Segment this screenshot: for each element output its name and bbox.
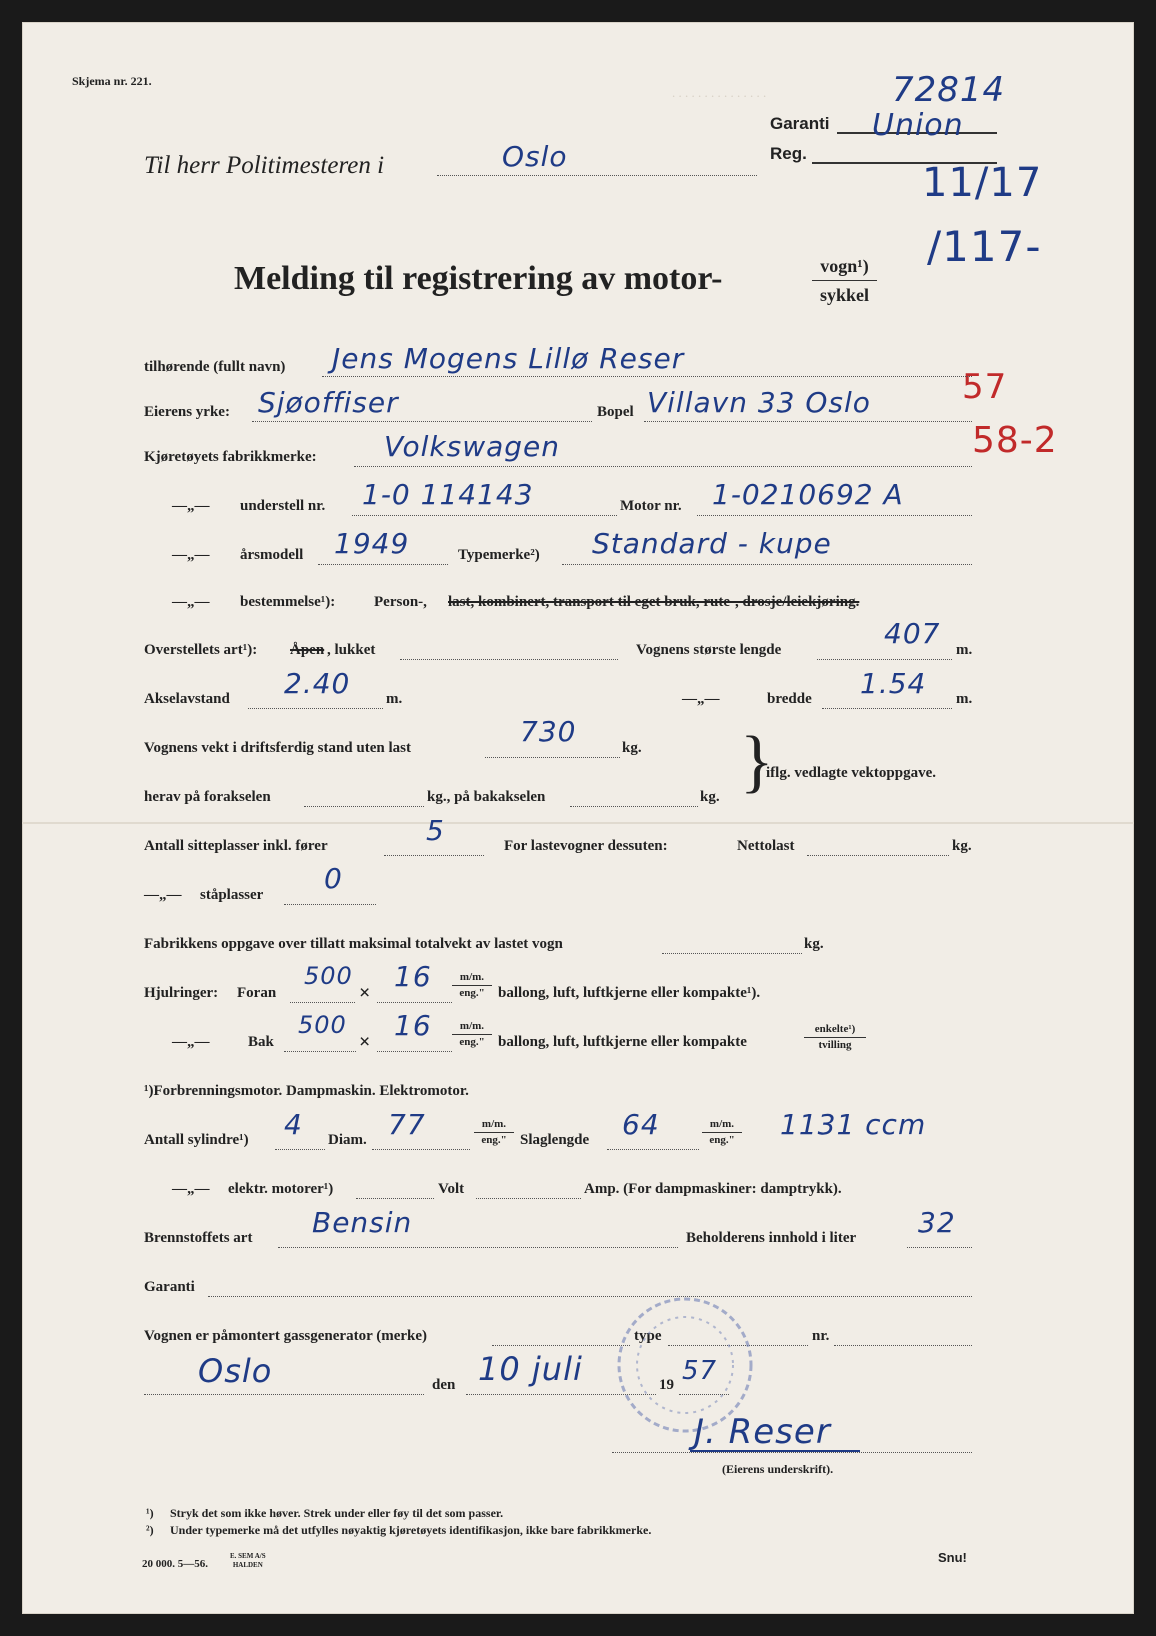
purpose-label: bestemmelse¹): [240, 594, 336, 610]
form-page: . . . . . . . . . . . . . . . Skjema nr. 221. 72814 Garanti Union Reg. 11/17 /117- Til herr Politimesteren i Oslo Melding til registrering av motor- vogn¹) sykkel 57 58-2 tilhørende (fullt navn) Jens Mogens Lillø Reser Eierens yrke: Sjøoffiser Bopel Villavn 33 Oslo Kjøretøyets fabrikkmerke: Volkswagen —„— understell nr. 1-0 114143 Motor nr. 1-0210692 A —„— årsmodell 1949 Typemerke²) Standard - kupe —„— bestemmelse¹): Person-, last, kombinert, transport til eget bruk, rute-, drosje/leiekjøring. Overstellets art¹): Åpen , lukket Vognens største lengde 407 m. Akselavstand 2.40 m. —„— bredde 1.54 m. Vognens vekt i driftsferdig stand uten last 730 kg. herav på forakselen kg., på bakakselen kg. } iflg. vedlagte vektoppgave. Antall sitteplasser inkl. fører 5 For lastevogner dessuten: Nettolast kg. —„— ståplasser 0 Fabrikkens oppgave over tillatt maksimal totalvekt av lastet vogn kg. Hjulringer: Foran 500 × 16 m/m. eng." ballong, luft, luftkjerne eller kompakte¹). —„— Bak 500 × 16 m/m. eng." ballong, luft, luftkjerne eller kompakte enkelte¹) tvilling ¹)Forbrenningsmotor. Dampmaskin. Elektromotor. Antall sylindre¹) 4 Diam. 77 m/m. eng." Slaglengde 64 m/m. eng." 1131 ccm —„— elektr. motorer¹) Volt Amp. (For dampmaskiner: damptrykk). Brennstoffets art Bensin Beholderens innhold i liter 32 Garanti Vognen er påmontert gassgenerator (merke) type nr. Oslo den 10 juli 19 57 J. Reser (Eierens underskrift). ¹) Stryk det som ikke høver. Strek under eller føy til det som passer. ²) Under typemerke må det utfylles nøyaktig kjøretøyets identifikasjon, ikke bare fabrikkmerke. 20 000. 5—56. E. SEM A/S HALDEN Snu! [22, 22, 1134, 1614]
chassis-label: understell nr. [240, 498, 326, 514]
reg-label: Reg. [770, 144, 807, 163]
owner-label: tilhørende (fullt navn) [144, 359, 286, 375]
make-line [354, 466, 972, 467]
cylinders-line [275, 1149, 325, 1150]
option-vogn: vogn¹) [812, 252, 877, 281]
turn-over: Snu! [938, 1550, 967, 1565]
date-label: den [432, 1377, 456, 1393]
option-sykkel: sykkel [819, 285, 870, 305]
printer-name: E. SEM A/S [230, 1552, 266, 1560]
weight-label: Vognens vekt i driftsferdig stand uten last [144, 740, 411, 756]
option-single: enkelte¹) [804, 1022, 866, 1038]
year-line [679, 1394, 729, 1395]
type-mark: Standard - kupe [592, 527, 832, 560]
type-line [562, 564, 972, 565]
place-line [144, 1394, 424, 1395]
printer-mark [230, 1552, 266, 1570]
rear-axle-label: kg., på bakakselen [427, 789, 546, 805]
address-label: Bopel [597, 404, 634, 420]
guarantee-line [208, 1296, 972, 1297]
unit-mm: m/m. [702, 1117, 742, 1133]
standing-label: ståplasser [200, 887, 264, 903]
rear-dim-b-line [377, 1051, 452, 1052]
gasgen-type-label: type [634, 1328, 662, 1344]
signature-caption: (Eierens underskrift). [722, 1462, 834, 1476]
electric-label: elektr. motorer¹) [228, 1181, 334, 1197]
garanti-label: Garanti [770, 114, 830, 133]
purpose-kept: Person-, [374, 594, 427, 610]
vehicle-kind-option [812, 252, 877, 309]
form-title: Melding til registrering av motor- [234, 260, 723, 297]
year-suffix: 57 [682, 1356, 718, 1386]
times-sign: × [359, 1031, 371, 1053]
occupation: Sjøoffiser [258, 386, 399, 419]
weight-note: iflg. vedlagte vektoppgave. [766, 765, 936, 781]
make-label: Kjøretøyets fabrikkmerke: [144, 449, 317, 465]
amp-label: Amp. (For dampmaskiner: damptrykk). [584, 1181, 842, 1197]
ditto-mark: —„— [172, 1181, 210, 1197]
owner-name: Jens Mogens Lillø Reser [332, 342, 685, 375]
ditto-mark: —„— [172, 1034, 210, 1050]
ditto-mark: —„— [172, 547, 210, 563]
engine-number: 1-0210692 A [712, 478, 904, 511]
cylinders: 4 [284, 1108, 303, 1141]
rear-dim-b: 16 [394, 1009, 432, 1042]
ditto-mark: —„— [144, 887, 182, 903]
unit-eng: eng." [459, 987, 485, 999]
tank-label: Beholderens innhold i liter [686, 1230, 857, 1246]
ditto-mark: —„— [172, 498, 210, 514]
chassis-line [352, 515, 617, 516]
weight: 730 [520, 715, 577, 748]
red-note-bottom: 58-2 [972, 420, 1058, 461]
wheelbase-line [248, 708, 383, 709]
front-dim-b-line [377, 1002, 452, 1003]
gasgen-nr-label: nr. [812, 1328, 830, 1344]
net-load-label: Nettolast [737, 838, 795, 854]
sign-date: 10 juli [478, 1350, 583, 1388]
gasgen-nr-line [834, 1345, 972, 1346]
model-year-line [318, 564, 448, 565]
body-label: Overstellets art¹): [144, 642, 258, 658]
garanti-value: Union [872, 108, 964, 143]
address-line [644, 421, 972, 422]
front-dim-a: 500 [304, 962, 353, 990]
length-line [817, 659, 952, 660]
signature-underline [690, 1450, 860, 1452]
unit-mm-eng [452, 1019, 492, 1050]
truck-label: For lastevogner dessuten: [504, 838, 668, 854]
wheelbase-label: Akselavstand [144, 691, 230, 707]
owner-line [322, 376, 972, 377]
guarantee-label: Garanti [144, 1279, 195, 1295]
footnote-1: Stryk det som ikke høver. Strek under eller føy til det som passer. [170, 1506, 504, 1520]
police-district: Oslo [502, 140, 568, 173]
front-axle-label: herav på forakselen [144, 789, 271, 805]
weight-brace: } [740, 723, 774, 800]
length-label: Vognens største lengde [636, 642, 782, 658]
rear-axle-line [570, 806, 698, 807]
volt-label: Volt [438, 1181, 465, 1197]
footnote-2-mark: ²) [146, 1523, 154, 1537]
front-label: Foran [237, 985, 277, 1001]
addressee-prefix: Til herr Politimesteren i [144, 152, 385, 179]
seats-label: Antall sitteplasser inkl. fører [144, 838, 328, 854]
footnote-1-mark: ¹) [146, 1506, 154, 1520]
max-weight-line [662, 953, 802, 954]
width-line [822, 708, 952, 709]
year-prefix: 19 [659, 1377, 674, 1393]
unit-kg: kg. [952, 838, 972, 854]
gasgen-label: Vognen er påmontert gassgenerator (merke) [144, 1328, 428, 1344]
footnote-2: Under typemerke må det utfylles nøyaktig kjøretøyets identifikasjon, ikke bare fabrikkmerke. [170, 1523, 652, 1537]
unit-eng: eng." [709, 1134, 735, 1146]
stroke-line [607, 1149, 699, 1150]
unit-mm: m/m. [452, 1019, 492, 1035]
model-year: 1949 [334, 527, 410, 560]
body-kept: , lukket [327, 642, 376, 658]
occupation-label: Eierens yrke: [144, 404, 230, 420]
option-twin: tvilling [818, 1039, 852, 1051]
chassis-number: 1-0 114143 [362, 478, 534, 511]
displacement: 1131 ccm [780, 1108, 927, 1141]
reg-marks: 11/17 [922, 160, 1043, 206]
owner-signature: J. Reser [694, 1412, 831, 1452]
address: Villavn 33 Oslo [647, 386, 871, 419]
volt-line [476, 1198, 581, 1199]
width-label: bredde [767, 691, 812, 707]
tyre-types-rear: ballong, luft, luftkjerne eller kompakte [498, 1034, 747, 1050]
bore-label: Diam. [328, 1132, 367, 1148]
max-weight-label: Fabrikkens oppgave over tillatt maksimal totalvekt av lastet vogn [144, 936, 563, 952]
unit-kg: kg. [700, 789, 720, 805]
electric-line [356, 1198, 434, 1199]
body-struck: Åpen [290, 642, 325, 658]
reg-marks-tail: /117- [927, 222, 1042, 271]
type-label: Typemerke²) [458, 547, 540, 563]
stroke-label: Slaglengde [520, 1132, 590, 1148]
single-twin-option [804, 1022, 866, 1053]
seats: 5 [426, 814, 445, 847]
standing-line [284, 904, 376, 905]
length: 407 [884, 617, 941, 650]
occupation-line [252, 421, 592, 422]
tank-line [907, 1247, 972, 1248]
front-axle-line [304, 806, 424, 807]
bore: 77 [388, 1108, 426, 1141]
form-number: Skjema nr. 221. [72, 74, 152, 88]
date-line [466, 1394, 656, 1395]
tank: 32 [918, 1206, 956, 1239]
unit-m: m. [956, 691, 973, 707]
signature-line [612, 1452, 972, 1453]
top-number-annotation: 72814 [892, 70, 1006, 110]
front-dim-b: 16 [394, 960, 432, 993]
width: 1.54 [860, 667, 927, 700]
tyre-types-front: ballong, luft, luftkjerne eller kompakte¹). [498, 985, 761, 1001]
rear-label: Bak [248, 1034, 274, 1050]
unit-kg: kg. [622, 740, 642, 756]
unit-mm-eng [702, 1117, 742, 1148]
engine-label: Motor nr. [620, 498, 682, 514]
cylinders-label: Antall sylindre¹) [144, 1132, 249, 1148]
fuel: Bensin [312, 1206, 413, 1239]
fuel-line [278, 1247, 678, 1248]
police-district-line [437, 175, 757, 176]
net-load-line [807, 855, 949, 856]
seats-line [384, 855, 484, 856]
purpose-struck: last, kombinert, transport til eget bruk, rute-, drosje/leiekjøring. [448, 594, 860, 610]
bore-line [372, 1149, 470, 1150]
printer-town: HALDEN [232, 1561, 263, 1569]
fuel-label: Brennstoffets art [144, 1230, 253, 1246]
unit-mm-eng [474, 1117, 514, 1148]
wheelbase: 2.40 [284, 667, 351, 700]
model-year-label: årsmodell [240, 547, 304, 563]
engine-types: ¹)Forbrenningsmotor. Dampmaskin. Elektromotor. [144, 1083, 469, 1099]
unit-mm: m/m. [452, 970, 492, 986]
ditto-mark: —„— [172, 594, 210, 610]
fold-line [22, 822, 1134, 824]
unit-m: m. [386, 691, 403, 707]
unit-mm: m/m. [474, 1117, 514, 1133]
front-dim-a-line [290, 1002, 355, 1003]
make: Volkswagen [384, 430, 561, 463]
unit-eng: eng." [459, 1036, 485, 1048]
weight-line [485, 757, 620, 758]
times-sign: × [359, 982, 371, 1004]
ditto-mark: —„— [682, 691, 720, 707]
tyres-label: Hjulringer: [144, 985, 219, 1001]
rear-dim-a-line [284, 1051, 356, 1052]
print-run: 20 000. 5—56. [142, 1558, 208, 1570]
rear-dim-a: 500 [298, 1011, 347, 1039]
unit-kg: kg. [804, 936, 824, 952]
standing: 0 [324, 862, 343, 895]
unit-eng: eng." [481, 1134, 507, 1146]
sign-place: Oslo [198, 1352, 273, 1390]
unit-mm-eng [452, 970, 492, 1001]
engine-line [697, 515, 972, 516]
body-line [400, 659, 618, 660]
red-note-top: 57 [962, 367, 1008, 407]
stroke: 64 [622, 1108, 660, 1141]
unit-m: m. [956, 642, 973, 658]
